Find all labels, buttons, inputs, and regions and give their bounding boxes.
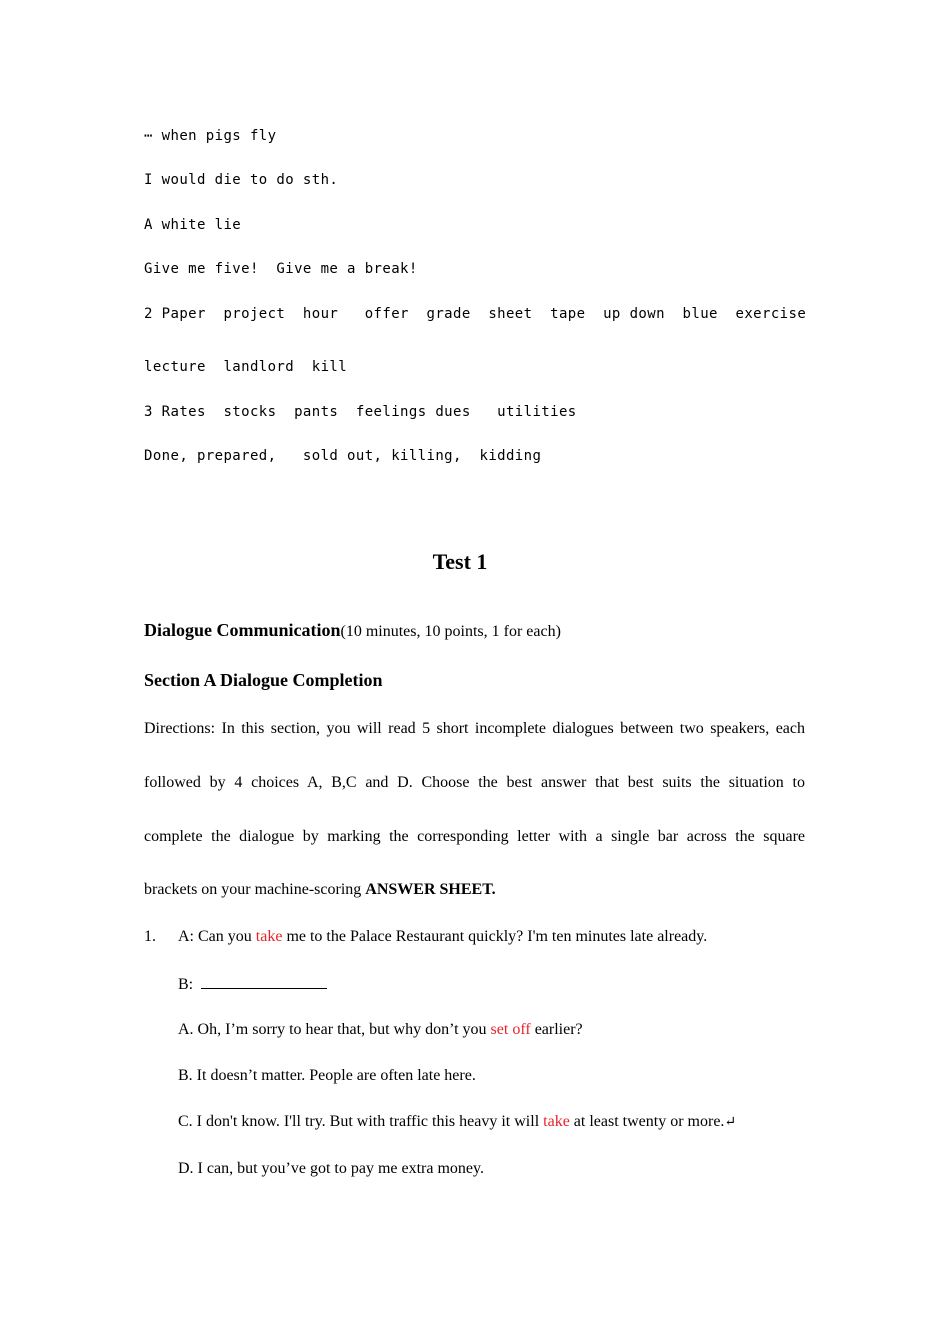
part-heading	[144, 620, 561, 641]
question-number: 1.	[144, 928, 156, 945]
directions-line: complete the dialogue by marking the corresponding letter with a single bar across the square	[144, 828, 805, 845]
vocab-line: lecture landlord kill	[144, 359, 348, 375]
directions-line: Directions: In this section, you will read 5 short incomplete dialogues between two speakers, each	[144, 720, 805, 737]
answer-sheet-label: ANSWER SHEET.	[365, 881, 496, 898]
option-b: B. It doesn’t matter. People are often late here.	[178, 1067, 476, 1084]
directions-line: followed by 4 choices A, B,C and D. Choose the best answer that best suits the situation to	[144, 774, 805, 791]
prompt-text: me to the Palace Restaurant quickly? I'm ten minutes late already.	[282, 928, 708, 945]
option-a	[178, 1021, 583, 1039]
answer-line	[178, 974, 327, 994]
vocab-line: 3 Rates stocks pants feelings dues utilities	[144, 404, 577, 420]
option-c	[178, 1113, 736, 1131]
section-heading: Section A Dialogue Completion	[144, 670, 383, 690]
part-note: (10 minutes, 10 points, 1 for each)	[340, 623, 561, 640]
option-text: A. Oh, I’m sorry to hear that, but why don’t you	[178, 1021, 491, 1038]
test-title: Test 1	[432, 549, 488, 574]
directions-text: brackets on your machine-scoring	[144, 881, 366, 898]
answer-blank	[201, 974, 327, 989]
vocab-line: 2 Paper project hour offer grade sheet tape up down blue exercise	[144, 306, 807, 322]
highlight-word: take	[543, 1113, 570, 1130]
highlight-word: set off	[490, 1021, 531, 1038]
part-heading-text: Dialogue Communication	[144, 620, 341, 640]
question-prompt	[178, 928, 707, 946]
speaker-b-label: B:	[178, 976, 194, 993]
paragraph-mark-icon: ↵	[724, 1115, 737, 1130]
option-text: earlier?	[530, 1021, 583, 1038]
vocab-line: Give me five! Give me a break!	[144, 261, 418, 277]
vocab-line: Done, prepared, sold out, killing, kidding	[144, 448, 542, 464]
vocab-line: I would die to do sth.	[144, 172, 339, 188]
prompt-text: A: Can you	[178, 928, 256, 945]
vocab-line: A white lie	[144, 217, 242, 233]
vocab-line: ⋯ when pigs fly	[144, 128, 277, 144]
highlight-word: take	[255, 928, 283, 945]
directions-line-last	[144, 881, 805, 899]
option-d: D. I can, but you’ve got to pay me extra money.	[178, 1160, 484, 1177]
option-text: C. I don't know. I'll try. But with traffic this heavy it will	[178, 1113, 544, 1130]
option-text: at least twenty or more.	[569, 1113, 725, 1130]
